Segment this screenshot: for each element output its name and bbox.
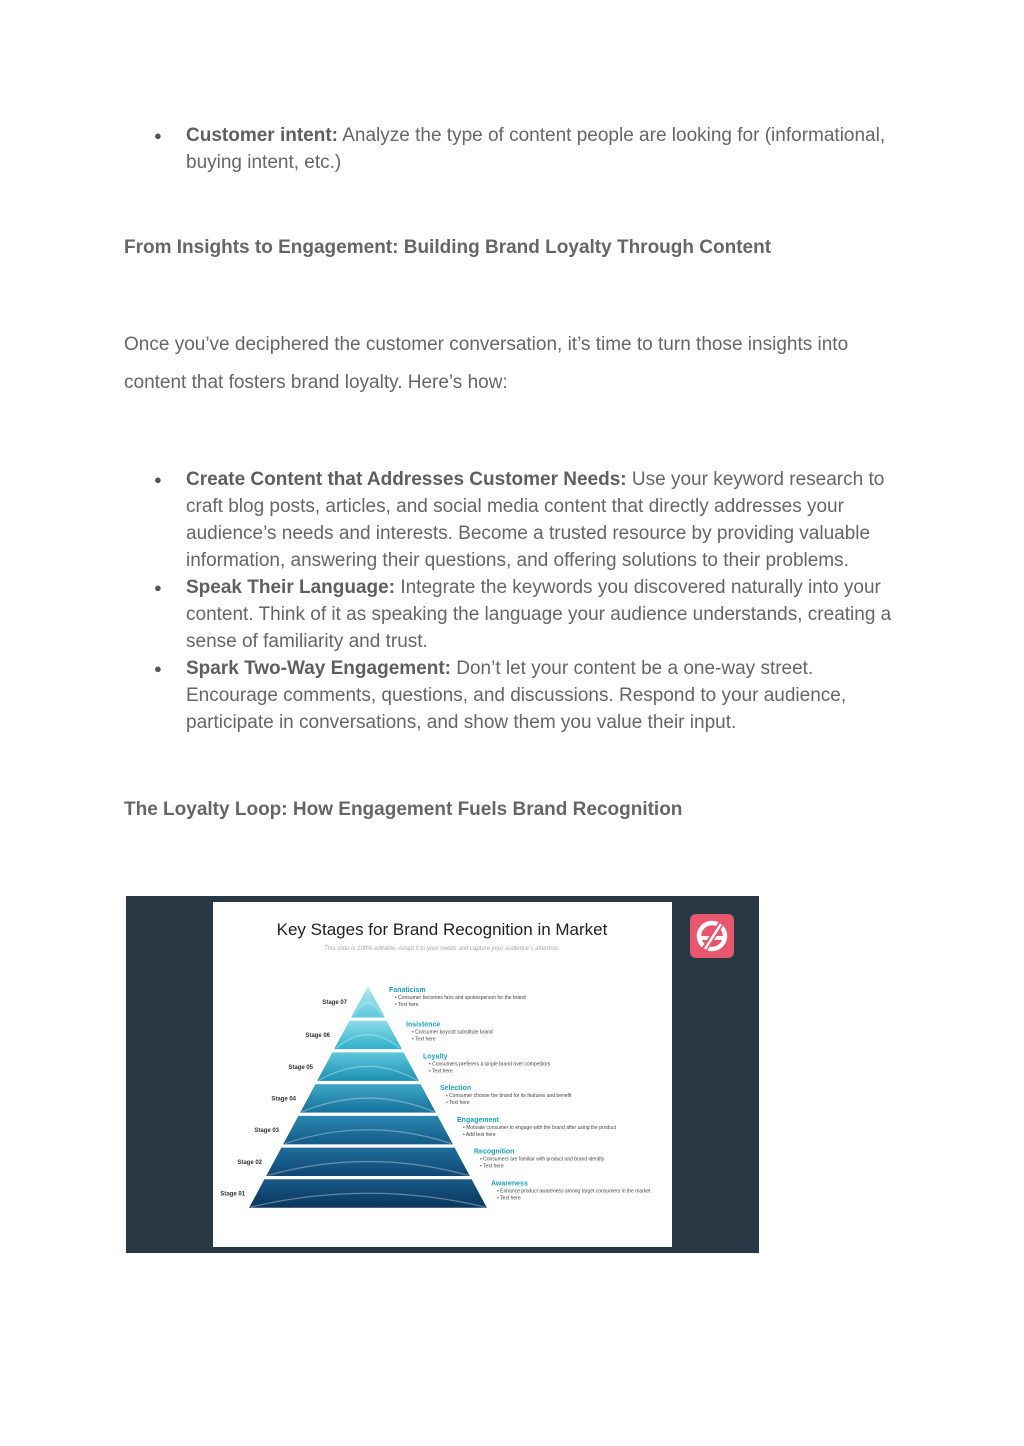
stage-bullet: • Consumer becomes fans and spokesperson for the brand <box>395 995 526 1001</box>
stage-number-label: Stage 03 <box>254 1128 279 1135</box>
section-heading-loyalty-loop: The Loyalty Loop: How Engagement Fuels Brand Recognition <box>124 799 683 820</box>
stage-bullet: • Consumers preferers a single brand over competitors <box>429 1061 551 1068</box>
item-lead: Speak Their Language: <box>186 577 396 598</box>
stage-bullet: • Consumer boycott substitute brand <box>412 1029 493 1036</box>
bullet-icon: ● <box>154 661 162 676</box>
stage-bullet: • Text here <box>497 1195 521 1202</box>
stage-bullet: • Text here <box>395 1002 419 1008</box>
stage-bullet: • Enhance product awareness among target consumers in the market <box>497 1188 651 1195</box>
embedded-slide-image <box>126 896 759 1253</box>
stage-number-label: Stage 06 <box>305 1033 330 1040</box>
stage-bullet: • Consumer choose the brand for its features and benefit <box>446 1093 572 1100</box>
stage-name: Selection <box>440 1085 472 1093</box>
stage-name: Fanaticism <box>389 987 426 994</box>
item-lead: Customer intent: <box>186 125 338 146</box>
list-item <box>124 466 904 574</box>
intro-paragraph: Once you’ve deciphered the customer conversation, it’s time to turn those insights into content that fosters brand loyalty. Here’s how: <box>124 334 849 393</box>
stage-name: Loyalty <box>423 1053 448 1061</box>
item-text: Use your keyword research to craft blog posts, articles, and social media content that directly addresses your audience’s needs and interests. Become a trusted resource by providing valuable information, answering their questions, and offering solutions to their problems. <box>186 469 885 571</box>
edge-logo-icon <box>690 914 734 958</box>
stage-number-label: Stage 07 <box>322 999 347 1006</box>
stage-bullet: • Text here <box>480 1163 504 1170</box>
stage-number-label: Stage 05 <box>288 1064 313 1071</box>
pyramid-diagram <box>213 902 672 1247</box>
item-lead: Create Content that Addresses Customer Needs: <box>186 469 627 490</box>
stage-name: Awareness <box>491 1180 528 1188</box>
list-item <box>124 655 904 736</box>
stage-bullet: • Text here <box>446 1100 470 1107</box>
stage-bullet: • Motivate consumer to engage with the brand after using the product <box>463 1124 616 1131</box>
bullet-icon: ● <box>154 128 162 143</box>
list-item <box>124 574 904 655</box>
stage-number-label: Stage 02 <box>237 1159 262 1166</box>
pyramid-tier <box>351 986 385 1018</box>
list-item <box>124 122 904 176</box>
stage-name: Engagement <box>457 1116 500 1124</box>
stage-number-label: Stage 04 <box>271 1096 296 1103</box>
bullet-icon: ● <box>154 472 162 487</box>
stage-bullet: • Text here <box>412 1036 436 1043</box>
slide-card <box>213 902 672 1247</box>
stage-name: Insistence <box>406 1021 441 1029</box>
item-lead: Spark Two-Way Engagement: <box>186 658 451 679</box>
stage-bullet: • Text here <box>429 1068 453 1075</box>
stage-bullet: • Consumers are familiar with product and brand identity <box>480 1156 605 1163</box>
slide-title: Key Stages for Brand Recognition in Market <box>276 920 608 939</box>
logo-glyph <box>690 914 734 958</box>
intent-list <box>124 122 904 176</box>
section-heading-engagement: From Insights to Engagement: Building Brand Loyalty Through Content <box>124 237 772 258</box>
slide-subtitle: This slide is 100% editable. Adapt it to your needs and capture your audience's attention. <box>324 946 560 952</box>
item-text: Don’t let your content be a one-way street. Encourage comments, questions, and discussions. Respond to your audience, participate in conversations, and show them you value their input. <box>186 658 847 733</box>
tips-list <box>124 466 904 736</box>
item-text: Integrate the keywords you discovered naturally into your content. Think of it as speaking the language your audience understands, creating a sense of familiarity and trust. <box>186 577 892 652</box>
stage-name: Recognition <box>474 1148 515 1156</box>
stage-number-label: Stage 01 <box>220 1191 245 1198</box>
stage-bullet: • Add text here <box>463 1131 496 1138</box>
item-text: Analyze the type of content people are looking for (informational, buying intent, etc.) <box>186 125 886 173</box>
bullet-icon: ● <box>154 580 162 595</box>
